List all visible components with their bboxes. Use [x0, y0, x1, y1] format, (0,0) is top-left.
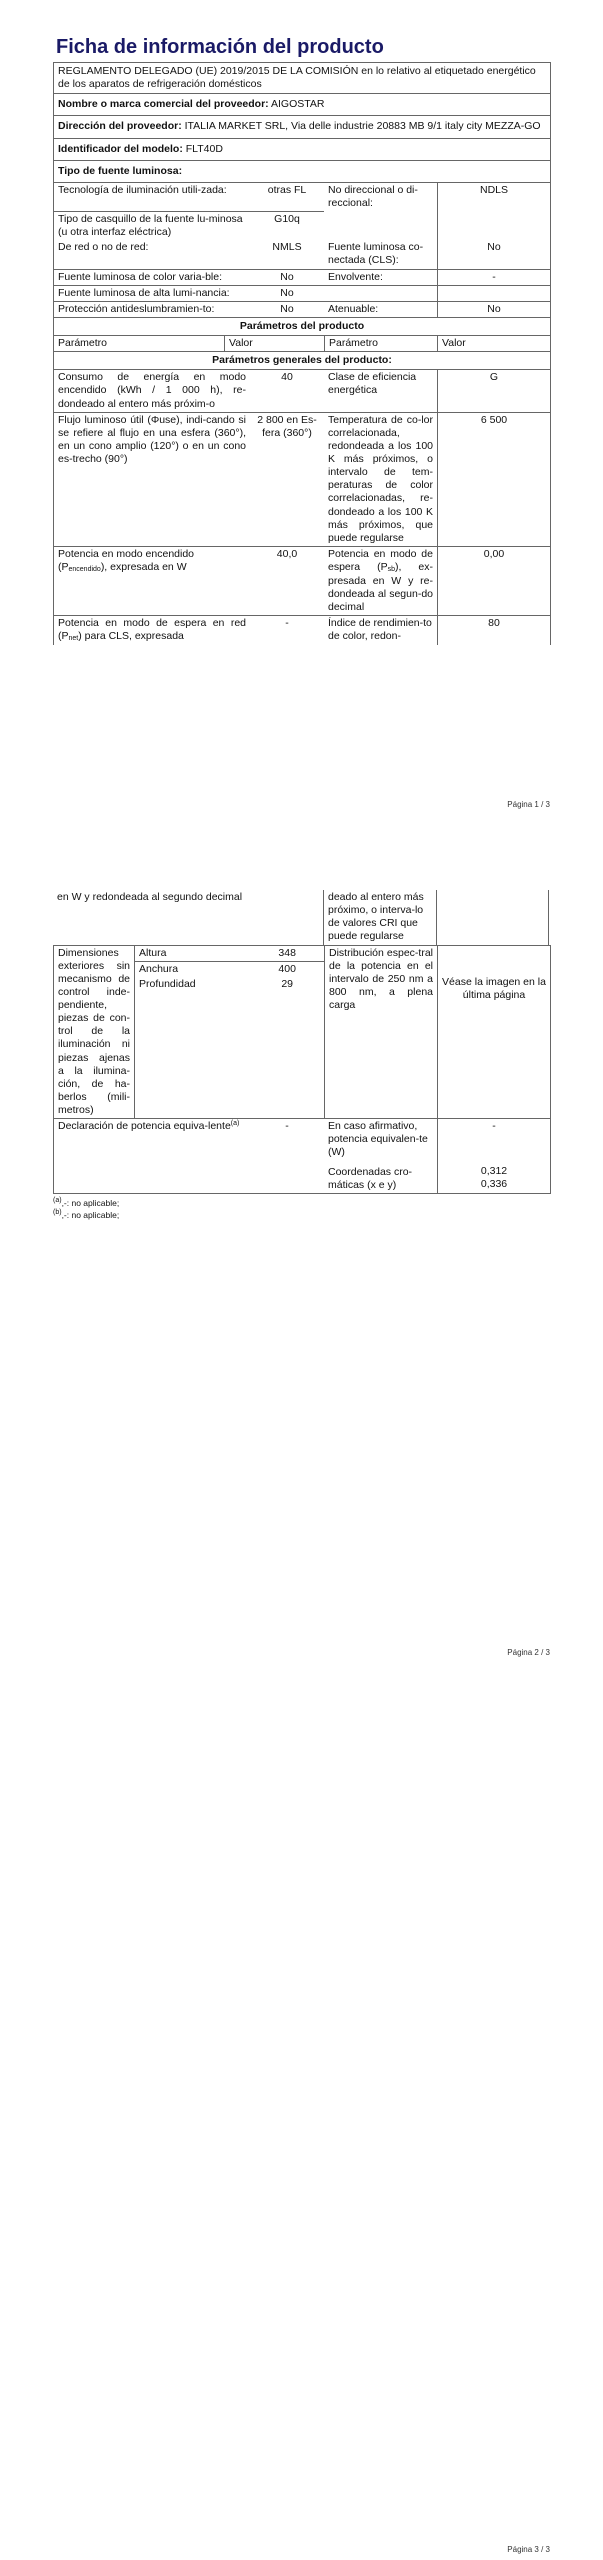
param-value: -: [437, 270, 550, 285]
equiv2-value: -: [492, 1120, 496, 1133]
col-value-header: Valor: [224, 336, 324, 351]
supplier-address: ITALIA MARKET SRL, Via delle industrie 20883 MB 9/1 italy city MEZZA-GO: [184, 120, 541, 133]
param-value: [437, 286, 550, 301]
param-label: De red o no de red:: [58, 241, 149, 254]
param-row-dimensions: [53, 945, 551, 1119]
dimensions-values: [134, 946, 324, 1119]
light-source-type-label: Tipo de fuente luminosa:: [53, 160, 551, 182]
class-label: Clase de eficiencia energética: [328, 371, 417, 397]
page-number: Página 3 / 3: [507, 2545, 550, 2554]
model-id: FLT40D: [185, 142, 223, 155]
net-standby-label-cont: en W y redondeada al segundo decimal: [57, 891, 243, 903]
dimension-height: Altura 348: [135, 946, 324, 962]
standby-label: Potencia en modo de espera (Psb), ex-presada en W y re-dondeada al segun-do decimal: [328, 547, 433, 613]
dimension-width: Anchura 400: [139, 962, 296, 975]
page-1: [0, 0, 603, 820]
energy-value: 40: [281, 371, 293, 384]
param-value: NDLS: [437, 183, 550, 211]
spectral-value: Véase la imagen en la última página: [437, 946, 550, 1119]
param-label: Tecnología de iluminación utili-zada:: [58, 183, 227, 196]
spectral-label: Distribución espec-tral de la potencia en el intervalo de 250 nm a 800 nm, a plena carga: [324, 946, 437, 1119]
param-label: Fuente luminosa de color varia-ble:: [58, 270, 223, 283]
section-general-params: Parámetros generales del producto:: [53, 351, 551, 369]
power-on-label: Potencia en modo encendido (Pencendido), expresada en W: [58, 547, 195, 573]
flux-label: Flujo luminoso útil (Φuse), indi-cando si se refiere al flujo en una esfera (360°), en un cono amplio (120°) o en un cono es-trecho (90°): [58, 413, 246, 465]
net-standby-value: -: [285, 617, 289, 630]
regulation-text: REGLAMENTO DELEGADO (UE) 2019/2015 DE LA COMISIÓN en lo relativo al etiquetado energético de los aparatos de refrigeración domésticos: [53, 62, 551, 93]
param-value: No: [437, 302, 550, 317]
column-header-row: [53, 335, 551, 351]
source-row: [53, 240, 551, 268]
supplier-address-row: [53, 115, 551, 137]
param-value: No: [280, 270, 294, 283]
param-value: No: [280, 302, 294, 315]
info-sheet: [53, 36, 551, 645]
coords-x: 0,312: [480, 1165, 508, 1178]
note-b: $^{(b)}$,-: no aplicable;: [53, 1209, 120, 1221]
supplier-name-row: [53, 93, 551, 115]
col-param-header: Parámetro: [58, 337, 108, 349]
param-value: G10q: [250, 211, 324, 240]
col-value-header: Valor: [437, 336, 550, 351]
page-number: Página 2 / 3: [507, 1648, 550, 1657]
supplier-name: AIGOSTAR: [271, 98, 325, 111]
source-row: [53, 285, 551, 301]
equiv-value: -: [285, 1120, 289, 1133]
param-value: otras FL: [267, 183, 307, 196]
cri-label-cont: deado al entero más próximo, o interva-lo de valores CRI que puede regularse: [323, 890, 436, 945]
cct-value: 6 500: [437, 413, 550, 546]
model-row: [53, 138, 551, 160]
param-value: [437, 211, 550, 240]
col-param-header: Parámetro: [324, 336, 437, 351]
param-label: Tipo de casquillo de la fuente lu-minosa: [58, 213, 243, 225]
param-label: Fuente luminosa co-nectada (CLS):: [328, 241, 424, 267]
page-3: [0, 1700, 603, 2560]
power-on-value: 40,0: [276, 547, 298, 560]
page-2: [0, 880, 603, 1700]
page-title: Ficha de información del producto: [56, 36, 384, 58]
param-row-power: [53, 546, 551, 615]
equiv-label: Declaración de potencia equiva-lente$^{(a)}$: [58, 1120, 240, 1133]
param-label-note: (u otra interfaz eléctrica): [58, 226, 172, 239]
source-row: [53, 269, 551, 285]
standby-value: 0,00: [437, 547, 550, 615]
param-row-equivalent: [53, 1118, 551, 1194]
equiv2-label: En caso afirmativo, potencia equivalen-te (W): [328, 1120, 428, 1159]
param-label: No direccional o di-reccional:: [328, 183, 418, 209]
source-row: [53, 182, 551, 211]
coords-label: Coordenadas cro-máticas (x e y): [328, 1165, 413, 1191]
param-label: Atenuable:: [328, 302, 379, 315]
param-value: No: [437, 240, 550, 268]
class-value: G: [437, 370, 550, 411]
cct-label: Temperatura de co-lor correlacionada, redondeada a los 100 K más próximos, o intervalo de tem-peraturas de color correlacionadas, re-dondeado a los 100 K más próximos, que puede regularse: [328, 413, 433, 544]
param-label: Fuente luminosa de alta lumi-nancia:: [58, 286, 230, 299]
param-row-flux: [53, 412, 551, 546]
param-label: [324, 286, 437, 301]
page-number: Página 1 / 3: [507, 800, 550, 809]
supplier-name-label: Nombre o marca comercial del proveedor:: [58, 98, 269, 111]
energy-label: Consumo de energía en modo encendido (kWh / 1 000 h), re-dondeado al entero más próxim-o: [58, 371, 246, 410]
param-label: Envolvente:: [328, 270, 383, 283]
param-row-energy: [53, 369, 551, 411]
cri-value: 80: [437, 616, 550, 645]
param-label: [324, 211, 437, 240]
source-row: [53, 301, 551, 317]
param-row-continued: [53, 890, 551, 945]
model-label: Identificador del modelo:: [58, 142, 183, 155]
note-a: $^{(a)}$,-: no aplicable;: [53, 1196, 120, 1208]
param-value: No: [280, 286, 294, 299]
param-label: Protección antideslumbramien-to:: [58, 302, 215, 315]
coords-y: 0,336: [480, 1178, 508, 1191]
param-row-net-standby: [53, 615, 551, 645]
info-sheet-continued: [53, 890, 551, 1221]
param-value: NMLS: [272, 241, 302, 254]
section-product-params: Parámetros del producto: [53, 317, 551, 335]
net-standby-label: Potencia en modo de espera en red (Pnet) para CLS, expresada: [58, 617, 246, 643]
source-row: [53, 211, 551, 240]
flux-value: 2 800 en Es-fera (360°): [257, 413, 317, 439]
supplier-address-label: Dirección del proveedor:: [58, 120, 182, 133]
cri-label: Índice de rendimien-to de color, redon-: [328, 617, 432, 643]
dimensions-label: Dimensiones exteriores sin mecanismo de control inde-pendiente, piezas de con-trol de la iluminación ni piezas ajenas a la ilumina-ción, de ha-berlos (mili-metros): [58, 946, 130, 1116]
dimension-depth: Profundidad 29: [139, 977, 294, 990]
